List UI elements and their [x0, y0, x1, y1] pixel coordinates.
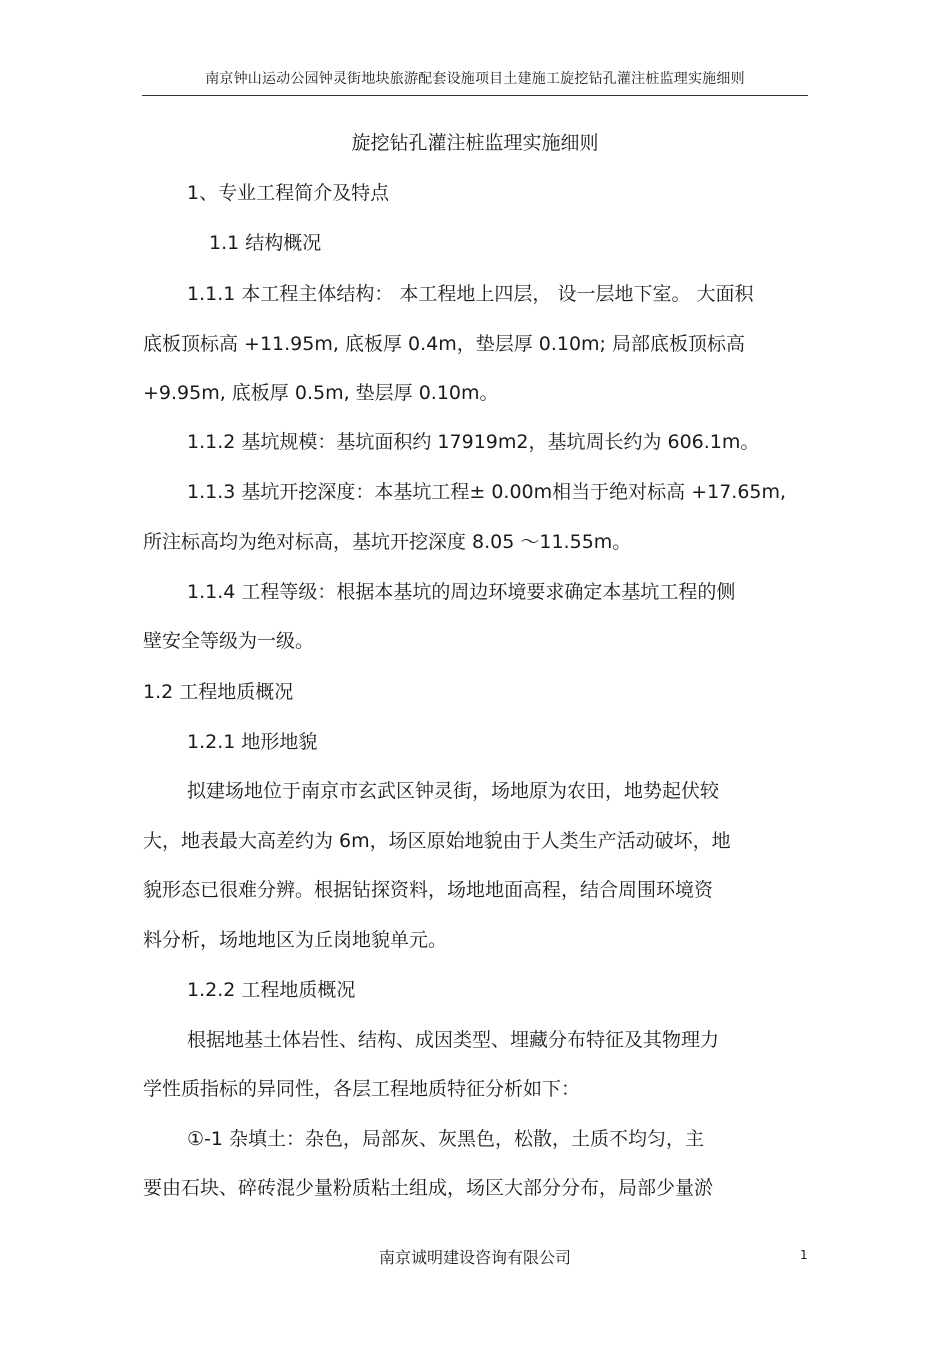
subsection-heading: 1.2.2 工程地质概况 [187, 979, 356, 1001]
subsection-heading: 1.2.1 地形地貌 [187, 731, 318, 753]
page-number: 1 [800, 1248, 808, 1262]
paragraph-line: 拟建场地位于南京市玄武区钟灵街，场地原为农田，地势起伏较 [187, 780, 720, 802]
paragraph-line: 大，地表最大高差约为 6m，场区原始地貌由于人类生产活动破坏，地 [143, 830, 731, 852]
section-heading: 1.2 工程地质概况 [143, 681, 294, 703]
paragraph-line: +9.95m, 底板厚 0.5m, 垫层厚 0.10m。 [143, 382, 499, 404]
paragraph-line: 壁安全等级为一级。 [143, 630, 315, 652]
document-title: 旋挖钻孔灌注桩监理实施细则 [351, 132, 599, 154]
paragraph-line: 1.1.3 基坑开挖深度：本基坑工程± 0.00m相当于绝对标高 +17.65m, [187, 481, 787, 503]
paragraph-line: 1.1.4 工程等级：根据本基坑的周边环境要求确定本基坑工程的侧 [187, 581, 736, 603]
header-divider [142, 95, 808, 96]
paragraph-line: 底板顶标高 +11.95m, 底板厚 0.4m，垫层厚 0.10m; 局部底板顶标高 [143, 333, 745, 355]
section-heading: 1、专业工程简介及特点 [187, 182, 390, 204]
subsection-heading: 1.1 结构概况 [209, 232, 322, 254]
paragraph-line: 所注标高均为绝对标高，基坑开挖深度 8.05 ～11.55m。 [143, 531, 632, 553]
paragraph-line: 貌形态已很难分辨。根据钻探资料，场地地面高程，结合周围环境资 [143, 879, 714, 901]
footer-company: 南京诚明建设咨询有限公司 [378, 1248, 571, 1267]
header-text: 南京钟山运动公园钟灵街地块旅游配套设施项目土建施工旋挖钻孔灌注桩监理实施细则 [205, 71, 745, 87]
paragraph-line: 要由石块、碎砖混少量粉质粘土组成，场区大部分分布，局部少量淤 [143, 1177, 714, 1199]
paragraph-line: 1.1.1 本工程主体结构： 本工程地上四层， 设一层地下室。 大面积 [187, 283, 754, 305]
paragraph-line: 1.1.2 基坑规模：基坑面积约 17919m2，基坑周长约为 606.1m。 [187, 431, 760, 453]
paragraph-line: ①-1 杂填土：杂色，局部灰、灰黑色，松散，土质不均匀，主 [187, 1128, 705, 1150]
paragraph-line: 根据地基土体岩性、结构、成因类型、埋藏分布特征及其物理力 [187, 1029, 720, 1051]
paragraph-line: 料分析，场地地区为丘岗地貌单元。 [143, 929, 448, 951]
paragraph-line: 学性质指标的异同性，各层工程地质特征分析如下： [143, 1078, 581, 1100]
